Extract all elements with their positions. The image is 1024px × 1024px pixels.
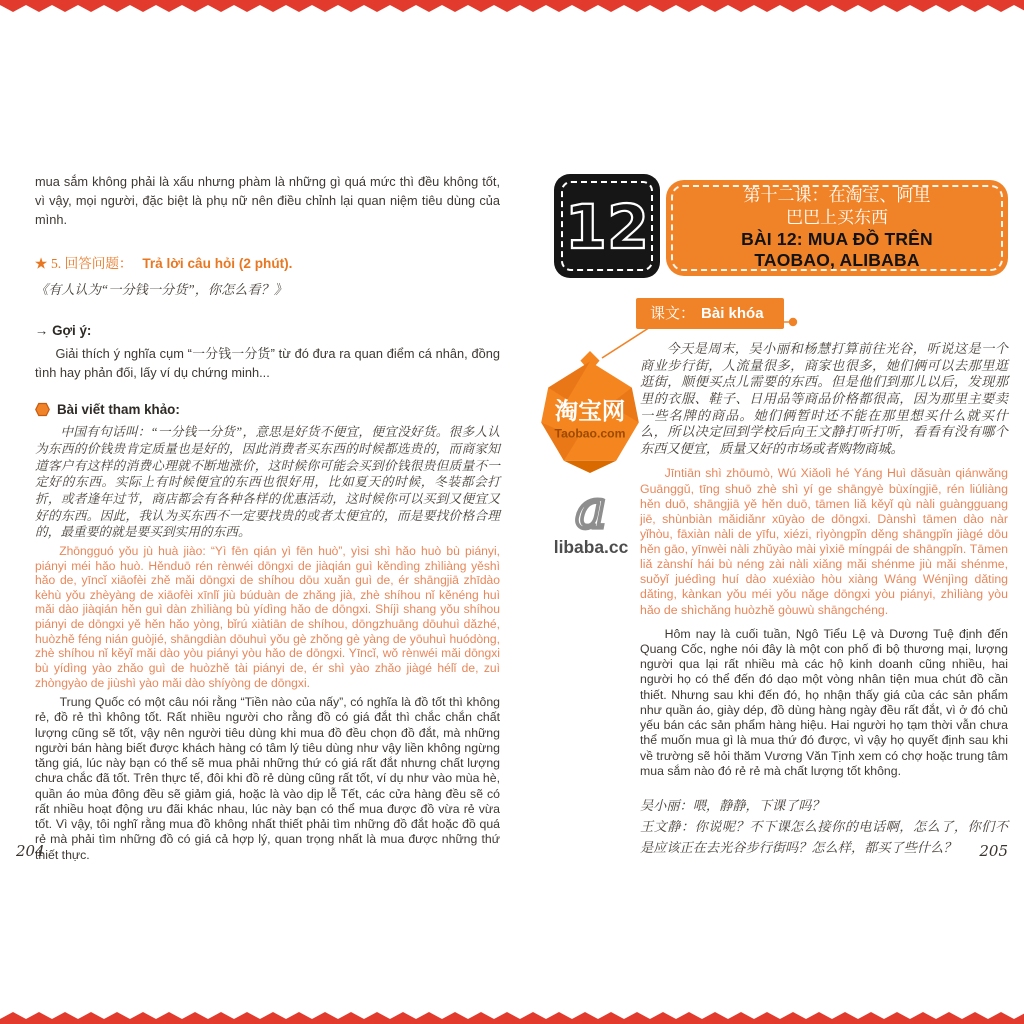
lesson-text-label-vi: Bài khóa: [701, 305, 764, 322]
callout-dot: [789, 318, 797, 326]
dialogue-line: [640, 816, 1008, 858]
svg-text:淘宝网: 淘宝网: [554, 398, 626, 425]
lesson-text-pinyin: Jīntiān shì zhōumò, Wú Xiǎolì hé Yáng Huì dǎsuàn qiánwǎng Guānggǔ, tīng shuō zhè shì yí ge shāngyè bùxíngjiē, rén liúliàng hěn duō, shāngjiā yě hěn duō, tāmen liǎ kěyǐ qù nàli guàngguang jiē, shùnbiàn mǎidiǎnr xūyào de dōngxi. Dànshì tāmen dào nàr yǐhòu, fāxiàn nàli de yīfu, xiézi, rìyòngpǐn děng shāngpǐn jiàgé dōu hěn gāo, yīnwèi nàli zhǔyào mài yìxiē míngpái de shāngpǐn. Tāmen liǎ zànshí hái bù néng zài nàli xiǎng mǎi shénme jiù mǎi shénme, suǒyǐ juédìng huí dào xuéxiào hòu xiàng Wáng Wénjìng dǎting dǎting, kànkan yǒu méi yǒu nǎge dōngxi yòu piányi, zhìliàng yòu hǎo de shìchǎng huòzhě gòuwù shāngchéng.: [640, 466, 1008, 617]
dialogue-speaker: 王文静：: [640, 819, 695, 835]
section-5-label-cn: 5. 回答问题：: [50, 255, 133, 271]
alibaba-logo-icon: [536, 482, 646, 564]
hint-text: Giải thích ý nghĩa cụm “一分钱一分货” từ đó đưa ra quan điểm cá nhân, đồng tình hay phản đối, lấy ví dụ chứng minh...: [35, 346, 500, 381]
dialogue-speaker: 吴小丽：: [640, 797, 693, 813]
taobao-logo-icon: [540, 351, 640, 473]
dialogue-block: [640, 795, 1008, 858]
left-page: [35, 172, 500, 863]
page-number-right: 205: [979, 842, 1008, 860]
lesson-title-chinese-line1: 第十二课：在淘宝、阿里: [743, 185, 931, 205]
sample-essay-vietnamese: Trung Quốc có một câu nói rằng “Tiền nào của nấy”, có nghĩa là đồ tốt thì không rẻ, đồ rẻ thì không tốt. Rất nhiều người cho rằng đồ có giá đắt thì chắc chắn chất lượng cũng sẽ tốt, vậy nên người tiêu dùng khi mua đồ đều chọn đồ đắt, mà những người bán hàng biết được khách hàng có tâm lý tiêu dùng như vậy liền không ngừng tăng giá, lúc này bạn có thể sẽ mua phải những thứ có giá rất đắt nhưng chất lượng chưa chắc đã tốt. Trên thực tế, đôi khi đồ rẻ dùng cũng rất tốt, ví dụ như vào mùa hè, quần áo mùa đông đều sẽ giảm giá, hoặc là vào dịp lễ Tết, các cửa hàng đều sẽ có rất nhiều hoạt động ưu đãi khác nhau, lúc này bạn có thể mua được đồ vừa rẻ vừa tốt. Vì vậy, tôi nghĩ rằng mua đồ không nhất thiết phải tìm những đồ đắt hoặc đồ quá rẻ mà phải tìm những đồ có giá cả hợp lý, quan trọng nhất là mua được những thứ thiết thực.: [35, 695, 500, 862]
lesson-title-frame: [671, 185, 1003, 271]
lesson-text-vietnamese: Hôm nay là cuối tuần, Ngô Tiểu Lệ và Dương Tuệ định đến Quang Cốc, nghe nói đây là một con phố đi bộ thương mại, lượng người qua lại rất nhiều mà các hộ kinh doanh cũng nhiều, hai người họ có thể đến đó dạo một vòng nhân tiện mua chút đồ cần thiết. Nhưng sau khi đến đó, họ nhận thấy giá của các sản phẩm như quần áo, giày dép, đồ dùng hàng ngày đều rất đắt, vì ở đó chủ yếu bán các sản phẩm hàng hiệu. Hai người họ tạm thời vẫn chưa thể muốn mua gì là mua thứ đó được, vì vậy họ quyết định sau khi về trường sẽ hỏi thăm Vương Văn Tịnh xem có chợ hoặc trung tâm mua sắm nào đó rẻ rẻ mà chất lượng tốt không.: [640, 626, 1008, 778]
lesson-text-column: [640, 341, 1008, 858]
lesson-title-vietnamese-line2: TAOBAO, ALIBABA: [754, 250, 920, 271]
logo-rail: [540, 341, 640, 858]
dialogue-line: [640, 795, 1008, 816]
sample-essay-chinese: 中国有句话叫：“一分钱一分货”，意思是好货不便宜，便宜没好货。很多人认为东西的价钱贵肯定质量也是好的，因此消费者买东西的时候都选贵的，而商家知道客户有这样的消费心理就不断地涨价，这时候你可能会买到价钱很贵但质量不一定好的东西。实际上有时候便宜的东西也很好用，比如夏天的时候，冬装都会打折，或者逢年过节，商店都会有各种各样的优惠活动，这时候你可以买到又便宜又好的东西。因此，我认为买东西不一定要找贵的或者太便宜的，而是要找价格合理的，最重要的就是要买到实用的东西。: [35, 425, 500, 540]
lesson-text-chinese: 今天是周末，吴小丽和杨慧打算前往光谷，听说这是一个商业步行街，人流量很多，商家也很多，她们俩可以去那里逛逛街，顺便买点儿需要的东西。但是他们到那儿以后，发现那里的衣服、鞋子、日用品等商品价格都很高，因为那里主要卖一些名牌的商品。她们俩暂时还不能在那里想买什么就买什么，所以决定回到学校后向王文静打听打听，看看有没有哪个东西又便宜，质量又好的市场或者购物商城。: [640, 341, 1008, 456]
section-5-question: 《有人认为“一分钱一分货”，你怎么看？》: [35, 281, 288, 297]
svg-text:a: a: [575, 482, 607, 541]
sample-essay-pinyin: Zhōngguó yǒu jù huà jiào: “Yì fēn qián yì fēn huò”, yìsi shì hǎo huò bù piányi, piányi méi hǎo huò. Hěnduō rén rènwéi dōngxi de jiàqián guì kěndìng zhìliàng yěshì hǎo de, yīncǐ xiāofèi zhě mǎi dōngxi de shíhou dōu xuǎn guì de, ér shāngjiā zhīdào kèhù yǒu zhèyàng de xiāofèi xīnlǐ jiù búduàn de zhǎng jià, zhè shíhou nǐ kěnéng huì mǎi dào jiàqián hěn guì dàn zhìliàng bù yídìng hǎo de dōngxi. Shíjì shang yǒu shíhou piányi de dōngxi yě hěn hǎo yòng, bǐrú xiàtiān de shíhou, dōngzhuāng dōuhuì dǎzhé, huòzhě féng nián guòjié, shāngdiàn dōuhuì yǒu gè zhǒng gè yàng de yōuhuì huódòng, zhè shíhou nǐ kěyǐ mǎi dào yòu piányi yòu hǎo de dōngxi. Yīncǐ, wǒ rènwéi mǎi dōngxi bù yídìng yào zhǎo guì de huòzhě tài piányi de, ér shì yào zhǎo jiàgé hélǐ de, zuì zhòngyào de jiùshì yào mǎi dào shíyòng de dōngxi.: [35, 543, 500, 690]
decorative-bottom-border: [0, 1012, 1024, 1024]
lesson-header: [540, 172, 1008, 284]
lesson-text-label-cn: 课文：: [650, 306, 696, 322]
lesson-title-vietnamese-line1: BÀI 12: MUA ĐỒ TRÊN: [741, 229, 933, 250]
hexagon-bullet-icon: [35, 402, 50, 417]
svg-text:Taobao.com: Taobao.com: [554, 426, 626, 441]
lesson-title-box: [666, 180, 1008, 276]
decorative-top-border: [0, 0, 1024, 12]
svg-text:libaba.cc: libaba.cc: [553, 537, 629, 558]
dialogue-text: 你说呢？不下课怎么接你的电话啊，怎么了，你们不是应该正在去光谷步行街吗？怎么样，都买了些什么？: [640, 819, 1009, 856]
hint-label: → Gợi ý:: [35, 323, 92, 339]
dialogue-text: 喂，静静，下课了吗？: [692, 797, 825, 813]
lesson-number: [565, 184, 649, 268]
lesson-content: [540, 341, 1008, 858]
right-page: [540, 172, 1008, 858]
lesson-number-badge: [554, 174, 660, 278]
svg-text:12: 12: [565, 192, 649, 263]
page-number-left: 204: [16, 842, 45, 860]
sample-essay-heading: [35, 402, 500, 417]
sample-essay-label: Bài viết tham khảo:: [57, 402, 180, 418]
section-5-label-vi: Trả lời câu hỏi (2 phút).: [142, 255, 293, 271]
lesson-title-chinese-line2: 巴巴上买东西: [786, 208, 888, 227]
section-5-heading: [35, 252, 500, 272]
star-icon: ★: [35, 255, 48, 271]
intro-paragraph: mua sắm không phải là xấu nhưng phàm là những gì quá mức thì đều không tốt, vì vậy, mọi người, đặc biệt là phụ nữ nên điều chỉnh lại quan niệm tiêu dùng của mình.: [35, 174, 500, 228]
lesson-number-badge-frame: [561, 181, 653, 271]
lesson-text-label: [636, 298, 784, 329]
